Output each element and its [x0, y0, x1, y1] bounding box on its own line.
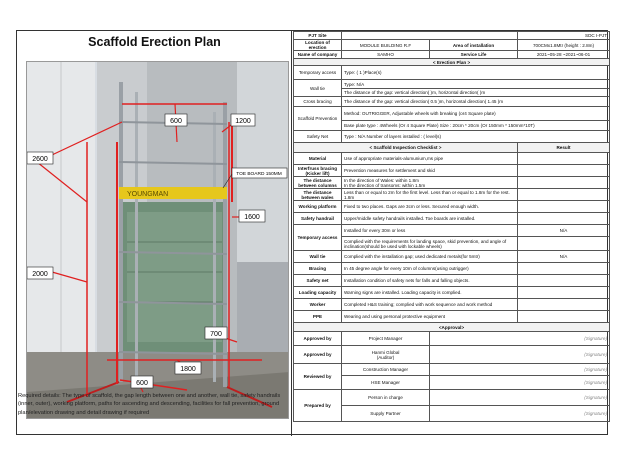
checklist-row: Material Use of appropriate materials-alumunium,ms pipe — [294, 153, 610, 165]
checklist-row: Working platform Fixed to two places. Gaps are 3cm or less. Secured enough width. — [294, 201, 610, 213]
checklist-row: Worker Completed H&S training; complied with work sequence and work method — [294, 299, 610, 311]
rail-text: YOUNGMAN — [127, 191, 169, 198]
signature-field[interactable]: (Signature) — [430, 406, 610, 422]
approval-row: Approved by Hanmi Global (Auditor) (Signature) — [294, 346, 610, 364]
doc-code: SDC I-PJT — [518, 32, 610, 40]
pjt-site-label: PJT Site — [294, 32, 342, 40]
dim-1600: 1600 — [244, 214, 260, 221]
dim-600-top: 600 — [170, 118, 182, 125]
checklist-row: Loading capacity Warning signs are installed. Loading capacity is complied. — [294, 287, 610, 299]
area-value: 700CMx1.8Mtr (height : 2.8m) — [518, 40, 610, 51]
plan-table — [293, 31, 610, 422]
erection-row-cross-bracing: Cross bracing The distance of the gap: vertical direction( 0.5 )m, horizontal direction( 1.45 )m — [294, 97, 610, 107]
dim-700: 700 — [210, 331, 222, 338]
dim-2600: 2600 — [32, 156, 48, 163]
approval-row: HSE Manager (Signature) — [294, 376, 610, 390]
signature-field[interactable]: (Signature) — [430, 346, 610, 364]
approval-row: Approved by Project Manager (Signature) — [294, 332, 610, 346]
signature-field[interactable]: (Signature) — [430, 390, 610, 406]
location-label: Location of erection — [294, 40, 342, 51]
service-life-value: 2021~05-28 ~2021~06-01 — [518, 51, 610, 59]
checklist-row: The distance between columns In the direction of Wales: within 1.8m In the direction of transoms: within 1.5m — [294, 177, 610, 189]
company-label: Name of company — [294, 51, 342, 59]
scaffold-photo — [26, 61, 289, 419]
toe-board-label: TOE BOARD 150MM — [236, 172, 282, 177]
dim-2000: 2000 — [32, 271, 48, 278]
checklist-row: Complied with the requirements for landing space, skid prevention, and angle of inclination(should be used with lockable wheels) — [294, 237, 610, 251]
dim-600-bottom: 600 — [136, 380, 148, 387]
checklist-heading: < Scaffold Inspection Checklist > Result — [294, 143, 610, 153]
checklist-row: Temporary access Installed for every 30m or less N/A — [294, 225, 610, 237]
header-row-location — [294, 40, 610, 51]
required-details: Required details: The type of scaffold, the gap length between one and another, wall tie, safety handrails (inner, outer), working platform, paths for ascending and descending, facilities for fall prevention, ground plan/elevation drawing and detail drawing if required — [18, 393, 281, 416]
approval-row: Prepared by Person in charge (Signature) — [294, 390, 610, 406]
erection-row-safety-net: Safety Net Type : N/A Number of layers installed : ( level(s) — [294, 131, 610, 143]
checklist-row: PPE Wearing and using personal protective equipment — [294, 311, 610, 323]
page-title: Scaffold Erection Plan — [88, 35, 221, 49]
scaffold-plan-sheet — [16, 30, 608, 435]
checklist-row: Interfruss bracing (Kicker lift) Prevention measures for settlement and skid — [294, 165, 610, 177]
erection-row-temporary-access: Temporary access Type: ( 1 )Place(s) — [294, 66, 610, 80]
location-value: MODULE BUILDING R.F — [342, 40, 430, 51]
signature-field[interactable]: (Signature) — [430, 376, 610, 390]
signature-field[interactable]: (Signature) — [430, 364, 610, 376]
header-row-company — [294, 51, 610, 59]
scaffold-photo-drawing — [27, 62, 289, 419]
erection-row-prevention: Scaffold Prevention Method: OUTRIGGER, Adjustable wheels with breaking (or4 Square plate) — [294, 107, 610, 121]
checklist-row: Bracing In 45 degree angle for every 10m of columns(using outrigger) — [294, 263, 610, 275]
approval-row: Reviewed by Construction Manager (Signature) — [294, 364, 610, 376]
approval-heading: <Approval> — [294, 323, 610, 332]
erection-row-wall-tie-gap: The distance of the gap: vertical direction( )m, horizontal direction( )m — [294, 89, 610, 97]
checklist-row: Safety handrail Upper/middle safety handrails installed. Toe boards are installed. — [294, 213, 610, 225]
header-row-site — [294, 32, 610, 40]
company-value: SAMHO — [342, 51, 430, 59]
right-panel — [293, 31, 609, 436]
result-header: Result — [518, 143, 610, 153]
erection-row-base-plate: Base plate type : 4Wheels (Or 4 Square Plate) Size : 20cm * 20cm (Or 150mm * 150mm*10T) — [294, 121, 610, 131]
erection-row-wall-tie: Wall tie Type: N/A — [294, 80, 610, 89]
service-life-label: Service Life — [430, 51, 518, 59]
dim-1800: 1800 — [180, 366, 196, 373]
signature-field[interactable]: (Signature) — [430, 332, 610, 346]
dim-1200: 1200 — [235, 118, 251, 125]
left-panel — [17, 31, 292, 436]
erection-plan-heading: < Erection Plan > — [294, 59, 610, 66]
checklist-row: Safety net Installation condition of safety nets for falls and falling objects. — [294, 275, 610, 287]
area-label: Area of installation — [430, 40, 518, 51]
checklist-row: Wall tie Complied with the installation gap; used dedicated metals(for 5mtr) N/A — [294, 251, 610, 263]
approval-row: Supply Partner (Signature) — [294, 406, 610, 422]
checklist-row: The distance between wales Less than or equal to 2m for the first level. Less than or equal to 1.8m for the rest. 1.8m — [294, 189, 610, 201]
